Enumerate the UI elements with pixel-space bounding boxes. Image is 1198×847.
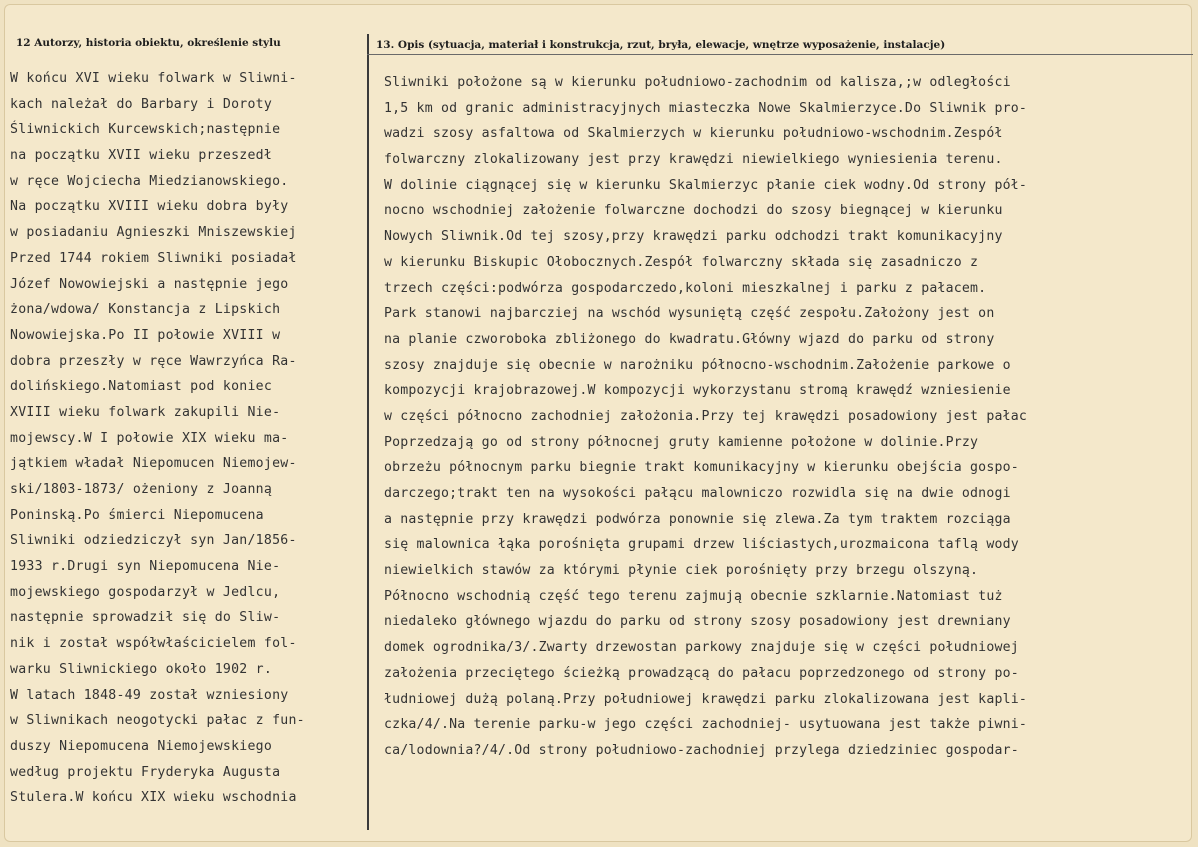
text-line: W końcu XVI wieku folwark w Sliwni- xyxy=(10,71,297,86)
text-line: ski/1803-1873/ ożeniony z Joanną xyxy=(10,482,273,497)
text-line: Śliwnickich Kurcewskich;następnie xyxy=(10,122,281,138)
text-line: w części północno zachodniej założonia.Przy tej krawędzi posadowiony jest pałac xyxy=(384,408,1028,424)
text-line: ca/lodownia?/4/.Od strony południowo-zachodniej przylega dziedziniec gospodar- xyxy=(384,742,1019,758)
description-text-column xyxy=(384,70,1174,764)
text-line: 1,5 km od granic administracyjnych miasteczka Nowe Skalmierzyce.Do Sliwnik pro- xyxy=(384,100,1028,116)
text-line: a następnie przy krawędzi podwórza ponownie się zlewa.Za tym traktem rozciąga xyxy=(384,511,1011,527)
text-line: założenia przeciętego ścieżką prowadzącą do pałacu poprzedzonego od strony po- xyxy=(384,665,1019,681)
text-line: żona/wdowa/ Konstancja z Lipskich xyxy=(10,302,281,318)
text-line: mojewskiego gospodarzył w Jedlcu, xyxy=(10,584,281,600)
text-line: Nowowiejska.Po II połowie XVIII w xyxy=(10,327,281,343)
text-line: w posiadaniu Agnieszki Mniszewskiej xyxy=(10,225,297,241)
text-line: w ręce Wojciecha Miedzianowskiego. xyxy=(10,173,289,189)
text-line: kach należał do Barbary i Doroty xyxy=(10,96,273,112)
history-text-column xyxy=(10,66,364,811)
text-line: w Sliwnikach neogotycki pałac z fun- xyxy=(10,713,305,729)
text-line: następnie sprowadził się do Sliw- xyxy=(10,610,281,626)
text-line: kompozycji krajobrazowej.W kompozycji wykorzystanu stromą krawędź wzniesienie xyxy=(384,383,1011,399)
text-line: Stulera.W końcu XIX wieku wschodnia xyxy=(10,790,297,806)
text-line: czka/4/.Na terenie parku-w jego części zachodniej- usytuowana jest także piwni- xyxy=(384,717,1028,733)
text-line: szosy znajduje się obecnie w narożniku północno-wschodnim.Założenie parkowe o xyxy=(384,357,1011,373)
text-line: obrzeżu północnym parku biegnie trakt komunikacyjny w kierunku obejścia gospo- xyxy=(384,460,1019,476)
text-line: jątkiem władał Niepomucen Niemojew- xyxy=(10,456,297,472)
text-line: w kierunku Biskupic Ołobocznych.Zespół folwarczny składa się zasadniczo z xyxy=(384,254,979,270)
text-line: niedaleko głównego wjazdu do parku od strony szosy posadowiony jest drewniany xyxy=(384,614,1011,630)
text-line: Północno wschodnią część tego terenu zajmują obecnie szklarnie.Natomiast tuż xyxy=(384,588,1003,604)
text-line: Sliwniki położone są w kierunku południowo-zachodnim od kalisza,;w odległości xyxy=(384,75,1011,90)
text-line: się malownica łąka porośnięta grupami drzew liściastych,urozmaicona taflą wody xyxy=(384,537,1019,553)
text-line: na początku XVII wieku przeszedł xyxy=(10,148,273,164)
text-line: Na początku XVIII wieku dobra były xyxy=(10,199,289,215)
text-line: Przed 1744 rokiem Sliwniki posiadał xyxy=(10,250,297,266)
text-line: mojewscy.W I połowie XIX wieku ma- xyxy=(10,430,289,446)
text-line: trzech części:podwórza gospodarczedo,koloni mieszkalnej i parku z pałacem. xyxy=(384,280,987,296)
text-line: folwarczny zlokalizowany jest przy krawędzi niewielkiego wyniesienia terenu. xyxy=(384,152,1003,168)
text-line: Poprzedzają go od strony północnej gruty kamienne położone w dolinie.Przy xyxy=(384,434,979,450)
text-line: duszy Niepomucena Niemojewskiego xyxy=(10,738,273,754)
header-rule xyxy=(367,54,1193,55)
text-line: XVIII wieku folwark zakupili Nie- xyxy=(10,404,281,420)
text-line: warku Sliwnickiego około 1902 r. xyxy=(10,661,273,677)
text-line: nik i został współwłaścicielem fol- xyxy=(10,636,297,652)
column-divider xyxy=(367,34,369,830)
text-line: dolińskiego.Natomiast pod koniec xyxy=(10,379,273,395)
text-line: Sliwniki odziedziczył syn Jan/1856- xyxy=(10,533,297,549)
text-line: darczego;trakt ten na wysokości pałącu malowniczo rozwidla się na dwie odnogi xyxy=(384,486,1011,501)
text-line: nocno wschodniej założenie folwarczne dochodzi do szosy biegnącej w kierunku xyxy=(384,203,1003,219)
text-line: dobra przeszły w ręce Wawrzyńca Ra- xyxy=(10,353,297,369)
text-line: domek ogrodnika/3/.Zwarty drzewostan parkowy znajduje się w części południowej xyxy=(384,640,1019,656)
text-line: łudniowej dużą polaną.Przy południowej krawędzi parku zlokalizowana jest kapli- xyxy=(384,691,1028,707)
text-line: 1933 r.Drugi syn Niepomucena Nie- xyxy=(10,559,281,575)
text-line: Józef Nowowiejski a następnie jego xyxy=(10,276,289,292)
text-line: według projektu Fryderyka Augusta xyxy=(10,764,281,780)
text-line: W latach 1848-49 został wzniesiony xyxy=(10,687,289,703)
text-line: Poninską.Po śmierci Niepomucena xyxy=(10,507,264,523)
text-line: W dolinie ciągnącej się w kierunku Skalmierzyc płanie ciek wodny.Od strony pół- xyxy=(384,177,1028,193)
section-13-header: 13. Opis (sytuacja, materiał i konstrukcja, rzut, bryła, elewacje, wnętrze wyposażenie, instalacje) xyxy=(376,39,946,51)
text-line: niewielkich stawów za którymi płynie ciek porośnięty przy brzegu olszyną. xyxy=(384,563,979,579)
text-line: Nowych Sliwnik.Od tej szosy,przy krawędzi parku odchodzi trakt komunikacyjny xyxy=(384,229,1003,245)
text-line: na planie czworoboka zbliżonego do kwadratu.Główny wjazd do parku od strony xyxy=(384,331,995,347)
text-line: Park stanowi najbarcziej na wschód wysuniętą część zespołu.Założony jest on xyxy=(384,306,995,322)
text-line: wadzi szosy asfaltowa od Skalmierzych w kierunku południowo-wschodnim.Zespół xyxy=(384,126,1003,142)
section-12-header: 12 Autorzy, historia obiektu, określenie stylu xyxy=(16,37,281,49)
